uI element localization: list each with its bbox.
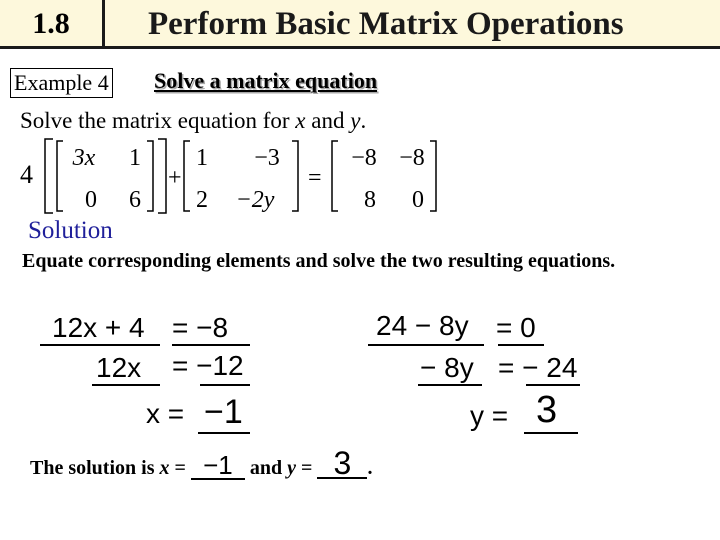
solution-statement [30, 445, 373, 482]
outer-right-bracket [158, 139, 166, 213]
right-step1-lhs-line [368, 344, 484, 346]
solution-instruction: Equate corresponding elements and solve the two resulting equations. [22, 250, 616, 272]
matrix-b-right-bracket [292, 141, 298, 211]
right-step2-rhs-line [526, 384, 580, 386]
plus-sign: + [168, 165, 182, 191]
left-step3-lhs: x = [146, 398, 185, 429]
left-step3-answer-line [198, 432, 250, 434]
matrix-b-cell: −3 [254, 145, 280, 171]
statement-y-answer: 3 [317, 449, 367, 479]
prompt-end: . [360, 108, 367, 133]
right-step2-rhs: = − 24 [498, 352, 578, 383]
matrix-c-left-bracket [332, 141, 338, 211]
right-step2-lhs-line [418, 384, 482, 386]
right-step1-rhs-line [498, 344, 544, 346]
example-title: Solve a matrix equation [154, 68, 378, 93]
example-prompt [20, 107, 366, 135]
matrix-a-cell: 3x [72, 145, 96, 171]
left-step2-lhs-line [92, 384, 160, 386]
statement-prefix: The solution is [30, 457, 160, 479]
left-step1-rhs: = −8 [172, 312, 229, 343]
scalar: 4 [20, 160, 33, 189]
section-number: 1.8 [0, 0, 102, 48]
matrix-c-cell: −8 [351, 145, 377, 171]
solution-label: Solution [28, 217, 113, 244]
right-step3-answer-line [524, 432, 578, 434]
example-badge: Example 4 [10, 68, 113, 98]
left-step2-rhs: = −12 [172, 350, 244, 381]
matrix-a-right-bracket [147, 141, 153, 211]
statement-and: and [244, 457, 288, 479]
prompt-text: Solve the matrix equation for [20, 108, 296, 133]
left-step1-lhs-line [40, 344, 160, 346]
prompt-x: x [295, 108, 306, 133]
header-rule [0, 46, 720, 49]
left-step2-rhs-line [200, 384, 250, 386]
matrix-a-left-bracket [57, 141, 63, 211]
right-step1-rhs: = 0 [496, 312, 536, 343]
matrix-c-cell: 8 [364, 187, 376, 213]
matrix-b-cell: 1 [196, 145, 208, 171]
right-step3-lhs: y = [470, 400, 509, 431]
matrix-c-right-bracket [430, 141, 436, 211]
outer-left-bracket [45, 139, 53, 213]
header-divider [102, 0, 105, 48]
statement-end: . [367, 457, 373, 479]
statement-y: y [287, 457, 297, 479]
statement-x-answer: −1 [191, 452, 245, 480]
right-step2-lhs: − 8y [420, 352, 474, 383]
matrix-b-left-bracket [184, 141, 190, 211]
matrix-b-cell: 2 [196, 187, 208, 213]
statement-equals: = [296, 457, 318, 479]
right-step3-answer: 3 [536, 389, 558, 431]
matrix-b-cell: −2y [235, 187, 275, 213]
statement-x: x [159, 457, 170, 479]
matrix-a-cell: 0 [85, 187, 97, 213]
matrix-c-cell: 0 [412, 187, 424, 213]
left-step1-rhs-line [172, 344, 250, 346]
matrix-a-cell: 6 [129, 187, 141, 213]
left-step1-lhs: 12x + 4 [52, 312, 145, 343]
matrix-equation [18, 133, 448, 218]
right-step1-lhs: 24 − 8y [376, 310, 469, 341]
prompt-y: y [350, 108, 361, 133]
left-step2-lhs: 12x [96, 352, 142, 383]
statement-equals: = [169, 457, 191, 479]
matrix-c-cell: −8 [399, 145, 425, 171]
left-step3-answer: −1 [204, 393, 243, 431]
lesson-title: Perform Basic Matrix Operations [148, 6, 624, 42]
prompt-and: and [305, 108, 351, 133]
matrix-a-cell: 1 [129, 145, 141, 171]
equals-sign: = [308, 165, 322, 191]
